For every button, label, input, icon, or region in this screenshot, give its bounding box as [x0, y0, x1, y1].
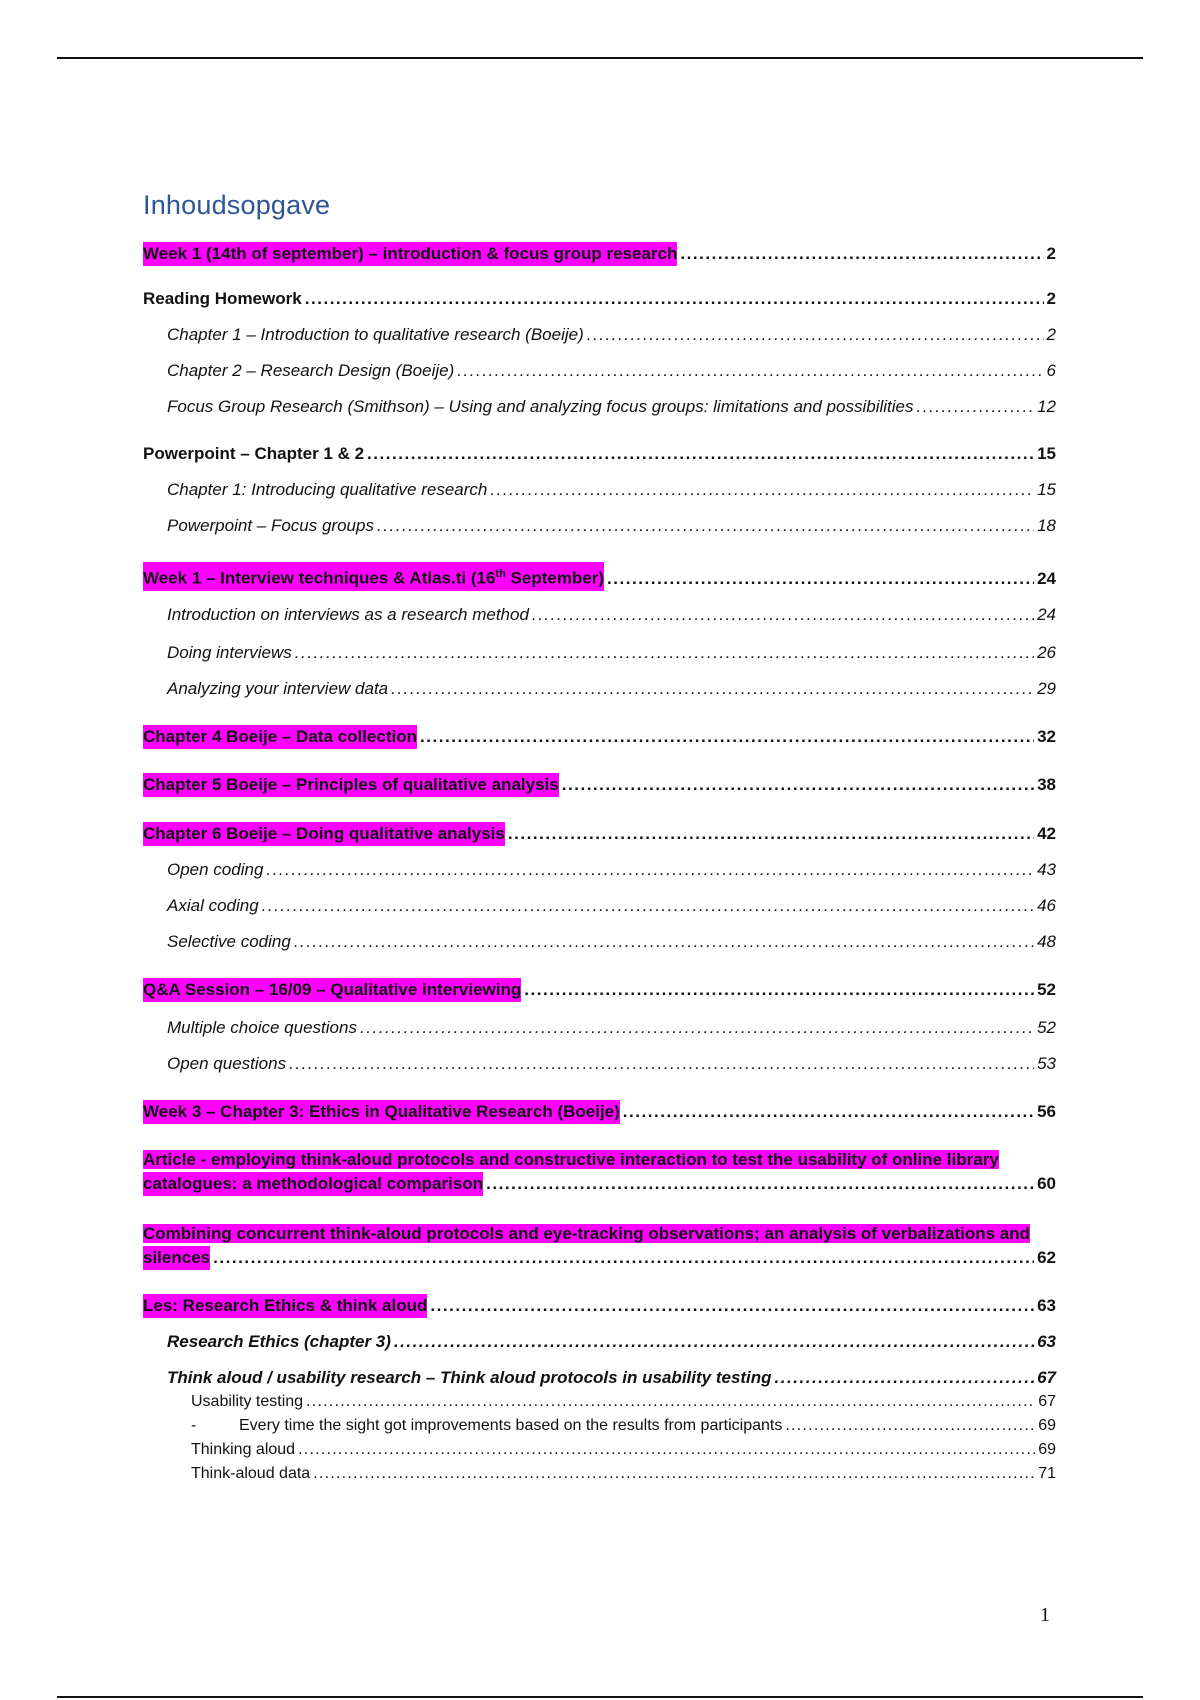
toc-entry-page: 26: [1037, 642, 1056, 662]
toc-entry-les-research-ethics[interactable]: [143, 1294, 1056, 1318]
toc-entry-label-line1: Article - employing think-aloud protocols and constructive interaction to test the usability of online library: [143, 1149, 999, 1169]
toc-entry-label: Think aloud / usability research – Think aloud protocols in usability testing: [167, 1367, 772, 1387]
toc-entry-page: 69: [1038, 1416, 1056, 1434]
toc-entry-axial-coding[interactable]: [143, 894, 1056, 918]
toc-entry-page: 69: [1038, 1440, 1056, 1458]
toc-entry-label: Chapter 2 – Research Design (Boeije): [167, 361, 455, 380]
toc-entry-label: Chapter 1 – Introduction to qualitative research (Boeije): [167, 325, 584, 344]
toc-entry-page: 2: [1046, 289, 1056, 308]
toc-entry-page: 48: [1037, 931, 1056, 951]
toc-entry-open-questions[interactable]: [143, 1052, 1056, 1076]
toc-entry-multiple-choice[interactable]: [143, 1016, 1056, 1040]
toc-entry-focus-group-research[interactable]: [143, 395, 1056, 419]
toc-entry-combining-concurrent[interactable]: [143, 1222, 1056, 1270]
toc-entry-page: 12: [1037, 397, 1056, 416]
toc-entry-page: 43: [1037, 859, 1056, 879]
toc-entry-page: 52: [1037, 1017, 1056, 1037]
toc-entry-label: Powerpoint – Focus groups: [167, 516, 374, 535]
toc-entry-label: Chapter 1: Introducing qualitative research: [167, 480, 488, 499]
toc-entry-page: 6: [1046, 361, 1056, 380]
toc-entry-page: 46: [1037, 895, 1056, 915]
toc-entry-page: 63: [1037, 1295, 1056, 1315]
toc-entry-label: Les: Research Ethics & think aloud: [143, 1294, 427, 1318]
toc-entry-page: 15: [1037, 480, 1056, 499]
toc-entry-label: Thinking aloud: [191, 1440, 296, 1458]
toc-entry-label: Week 1 – Interview techniques & Atlas.ti (16th September): [143, 562, 604, 591]
toc-title: Inhoudsopgave: [143, 190, 331, 220]
toc-entry-label-line2: silences: [143, 1246, 210, 1270]
toc-entry-label: Introduction on interviews as a research method: [167, 604, 529, 624]
toc-entry-label-line1: Combining concurrent think-aloud protocols and eye-tracking observations; an analysis of verbalizations and: [143, 1223, 1030, 1243]
toc-entry-label: Axial coding: [167, 895, 259, 915]
toc-entry-label: Open questions: [167, 1053, 287, 1073]
toc-entry-label: Chapter 6 Boeije – Doing qualitative analysis: [143, 822, 505, 846]
header-rule: [57, 57, 1143, 59]
toc-entry-chapter4[interactable]: [143, 725, 1056, 749]
toc-entry-page: 71: [1038, 1464, 1056, 1482]
toc-entry-page: 29: [1037, 678, 1056, 698]
toc-entry-page: 2: [1046, 325, 1056, 344]
toc-entry-selective-coding[interactable]: [143, 930, 1056, 954]
toc-entry-chapter6[interactable]: [143, 822, 1056, 846]
toc-entry-label: Usability testing: [191, 1392, 304, 1410]
toc-entry-introducing-qualitative[interactable]: [143, 478, 1056, 502]
toc-entry-label: Analyzing your interview data: [167, 678, 389, 698]
toc-entry-powerpoint-focus-groups[interactable]: [143, 514, 1056, 538]
toc-entry-page: 18: [1037, 516, 1056, 535]
toc-entry-label: Focus Group Research (Smithson) – Using and analyzing focus groups: limitations and possibilities: [167, 397, 914, 416]
toc-entry-label: Reading Homework: [143, 289, 302, 308]
toc-entry-page: 63: [1037, 1331, 1056, 1351]
toc-entry-page: 60: [1037, 1173, 1056, 1193]
toc-entry-label: Q&A Session – 16/09 – Qualitative interviewing: [143, 978, 521, 1002]
footer-rule: [57, 1696, 1143, 1698]
toc-entry-label: Chapter 4 Boeije – Data collection: [143, 725, 417, 749]
toc-entry-page: 24: [1037, 568, 1056, 588]
toc-entry-page: 62: [1037, 1247, 1056, 1267]
toc-entry-article-think-aloud[interactable]: [143, 1148, 1056, 1196]
toc-entry-page: 42: [1037, 823, 1056, 843]
toc-entry-page: 2: [1046, 244, 1056, 263]
toc-entry-page: 15: [1037, 444, 1056, 463]
toc-entry-page: 53: [1037, 1053, 1056, 1073]
toc-entry-think-aloud-usability[interactable]: [143, 1366, 1056, 1390]
toc-entry-every-time-improvements[interactable]: [143, 1414, 1056, 1438]
toc-entry-page: 32: [1037, 726, 1056, 746]
toc-entry-page: 56: [1037, 1101, 1056, 1121]
toc-entry-label: Research Ethics (chapter 3): [167, 1331, 391, 1351]
toc-entry-reading-homework[interactable]: [143, 287, 1056, 311]
toc-entry-thinking-aloud[interactable]: [143, 1438, 1056, 1462]
toc-entry-label: Every time the sight got improvements based on the results from participants: [239, 1416, 783, 1434]
toc-entry-research-ethics-ch3[interactable]: [143, 1330, 1056, 1354]
toc-entry-doing-interviews[interactable]: [143, 641, 1056, 665]
toc-entry-label: Doing interviews: [167, 642, 292, 662]
toc-entry-label: Think-aloud data: [191, 1464, 311, 1482]
page-number: 1: [1040, 1604, 1050, 1626]
list-dash: -: [191, 1416, 197, 1434]
toc-entry-week3-ethics[interactable]: [143, 1100, 1056, 1124]
toc-entry-chapter5[interactable]: [143, 773, 1056, 797]
toc-entry-powerpoint-ch12[interactable]: [143, 442, 1056, 466]
table-of-contents: [143, 190, 1056, 1486]
toc-entry-qa-session[interactable]: [143, 978, 1056, 1002]
toc-entry-page: 24: [1037, 604, 1056, 624]
toc-entry-label: Open coding: [167, 859, 264, 879]
toc-entry-page: 52: [1037, 979, 1056, 999]
toc-entry-chapter1[interactable]: [143, 323, 1056, 347]
toc-entry-analyzing-interview-data[interactable]: [143, 677, 1056, 701]
toc-entry-label: Powerpoint – Chapter 1 & 2: [143, 444, 365, 463]
toc-entry-page: 38: [1037, 774, 1056, 794]
toc-entry-page: 67: [1038, 1392, 1056, 1410]
toc-entry-label: Chapter 5 Boeije – Principles of qualitative analysis: [143, 773, 559, 797]
toc-entry-label: Week 3 – Chapter 3: Ethics in Qualitative Research (Boeije): [143, 1100, 620, 1124]
toc-entry-week1[interactable]: [143, 242, 1056, 266]
toc-entry-label: Multiple choice questions: [167, 1017, 357, 1037]
toc-entry-chapter2[interactable]: [143, 359, 1056, 383]
toc-entry-label-line2: catalogues: a methodological comparison: [143, 1172, 483, 1196]
toc-entry-open-coding[interactable]: [143, 858, 1056, 882]
toc-entry-usability-testing[interactable]: [143, 1390, 1056, 1414]
toc-entry-page: 67: [1037, 1367, 1056, 1387]
toc-entry-label: Selective coding: [167, 931, 291, 951]
toc-entry-think-aloud-data[interactable]: [143, 1462, 1056, 1486]
toc-entry-intro-interviews[interactable]: [143, 603, 1056, 627]
toc-entry-interview-techniques[interactable]: [143, 562, 1056, 591]
toc-entry-label: Week 1 (14th of september) – introduction & focus group research: [143, 242, 677, 266]
